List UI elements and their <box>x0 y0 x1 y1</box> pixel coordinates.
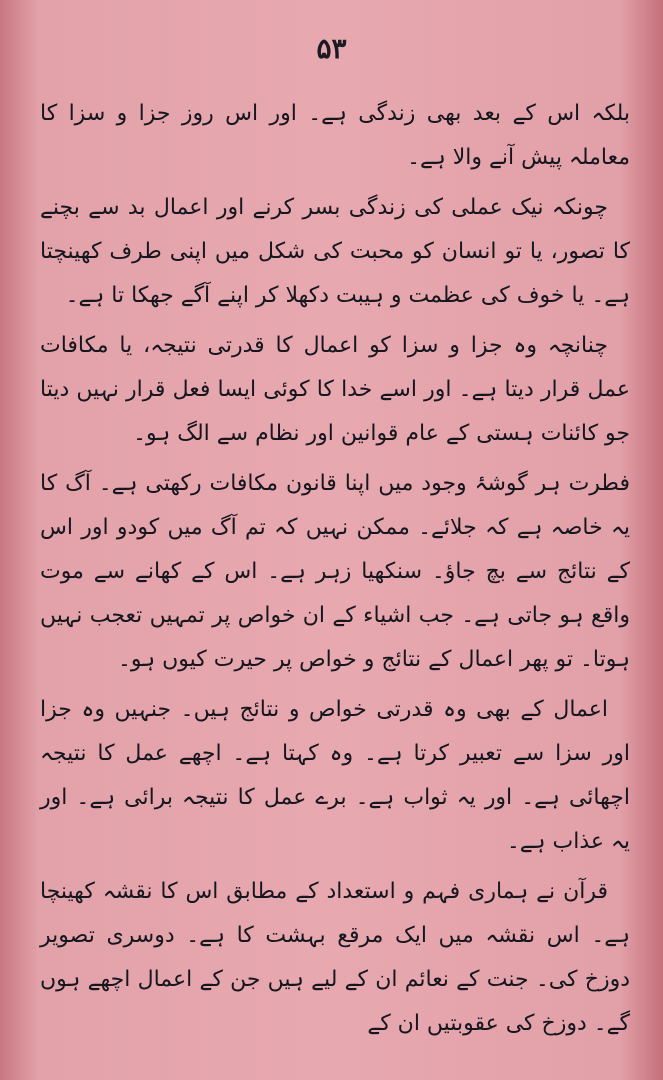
paragraph-4: فطرت ہر گوشۂ وجود میں اپنا قانون مکافات رکھتی ہے۔ آگ کا یہ خاصہ ہے کہ جلائے۔ ممکن نہیں کہ تم آگ میں کودو اور اس کے نتائج سے بچ جاؤ۔ سنکھیا زہر ہے۔ اس کے کھانے سے موت واقع ہو جاتی ہے۔ جب اشیاء کے ان خواص پر تمہیں تعجب نہیں ہوتا۔ تو پھر اعمال کے نتائج و خواص پر حیرت کیوں ہو۔ <box>40 471 630 672</box>
paragraph-1: بلکہ اس کے بعد بھی زندگی ہے۔ اور اس روز جزا و سزا کا معاملہ پیش آنے والا ہے۔ <box>40 101 630 170</box>
paragraph-5: اعمال کے بھی وہ قدرتی خواص و نتائج ہیں۔ جنہیں وہ جزا اور سزا سے تعبیر کرتا ہے۔ وہ کہتا ہے۔ اچھے عمل کا نتیجہ اچھائی ہے۔ اور یہ ثواب ہے۔ برے عمل کا نتیجہ برائی ہے۔ اور یہ عذاب ہے۔ <box>40 697 630 854</box>
page-body <box>40 92 630 1052</box>
page-number: ۵۳ <box>316 32 347 65</box>
paragraph-2: چونکہ نیک عملی کی زندگی بسر کرنے اور اعمال بد سے بچنے کا تصور، یا تو انسان کو محبت کی شکل میں اپنی طرف کھینچتا ہے۔ یا خوف کی عظمت و ہیبت دکھلا کر اپنے آگے جھکا تا ہے۔ <box>40 195 630 308</box>
paragraph-3: چنانچہ وہ جزا و سزا کو اعمال کا قدرتی نتیجہ، یا مکافات عمل قرار دیتا ہے۔ اور اسے خدا کا کوئی ایسا فعل قرار نہیں دیتا جو کائنات ہستی کے عام قوانین اور نظام سے الگ ہو۔ <box>40 333 630 446</box>
paragraph-6: قرآن نے ہماری فہم و استعداد کے مطابق اس کا نقشہ کھینچا ہے۔ اس نقشہ میں ایک مرقع بہشت کا ہے۔ دوسری تصویر دوزخ کی۔ جنت کے نعائم ان کے لیے ہیں جن کے اعمال اچھے ہوں گے۔ دوزخ کی عقوبتیں ان کے <box>40 879 630 1036</box>
